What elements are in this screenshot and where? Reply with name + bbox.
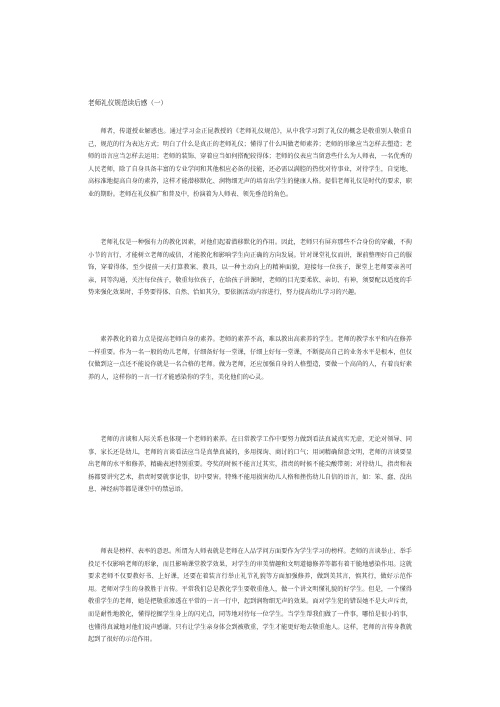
document-title: 老师礼仪规范读后感（一） xyxy=(88,99,168,107)
paragraph-1: 师者，传道授业解惑也。通过学习金正昆教授的《老师礼仪规范》，从中我学习到了礼仪的概念是敬重别人敬重自己，规范的行为表达方式；明白了什么是真正的老师礼仪；懂得了什么叫做老师素养；老师的形象应当怎样去塑造；老师的语言应当怎样去运用；老师的装饰、穿着应当如何搭配较得体；老师的仪表应当留意些什么为人师表，一名优秀的人民老师，除了自身具备丰富的专业学问和其他相应必备的技能，还必需以满腔的热忱对待事业，对待学生，自觉地、高标准地提高自身的素养，这样才能潜移默化、润物细无声的培育出学生的健康人格。提倡老师礼仪是时代的要求，职业的期盼。老师在礼仪推广和普及中，扮演着为人师表、领先垂范的角色。 xyxy=(88,128,412,198)
paragraph-3: 素养教化的着力点是提高老师自身的素养。老师的素养不高，难以教出高素养的学生。老师的教学水平和内在修养一样重要。作为一名一般的幼儿老师，仔细备好每一堂课，仔细上好每一堂课，不断提高自己的业务水平是根本，但仅仅做到这一点还不能说你就是一名合格的老师。做为老师，还应加强自身的人格塑造，要做一个高尚的人，有着良好素养的人，这样你的一言一行才能感染你的学生，美化他们的心灵。 xyxy=(88,336,412,381)
paragraph-2: 老师礼仪是一种强有力的教化因素，对他们起着潜移默化的作用。因此，老师只有屏弃那些不合身份的穿戴，不拘小节的言行，才能树立老师的威信，才能教化和影响学生向正确的方向发展。针对课堂礼仪而讲，课前整理好自己的服饰，穿着得体，至少提前一天打算教案、教具，以一种主动向上的精神面貌，迎接每一位孩子，课堂上老师要亲善可亲，同等沟通，关注每位孩子，敬重每位孩子，在给孩子讲课时，老师的目光要柔软、亲切、有神，须要配以适度的手势来强化效果时，手势要得体、自然、恰如其分，要依据活动内容进行，努力提高幼儿学习的兴趣。 xyxy=(88,239,412,297)
paragraph-4: 老师的言谈和人际关系也体现一个老师的素养。在日常教学工作中要努力做到看法真诚真实无虚，无论对领导、同事、家长还是幼儿，老师的言谈看法应当是真挚真诚的，多用探询、商讨的口气；用词精确留意文明，老师的言谈要显出老师的水平和修养，精确表述特别重要。夸奖的时候不能言过其实，指责的时候不能尖酸带刻；对待幼儿，指责和表扬都要讲究艺术，指责时要就事论事，切中要害。特殊不能用损害幼儿人格和挫伤幼儿自信的语言，如：笨、蠢、没出息、神经病等都是课堂中的禁忌语。 xyxy=(88,436,412,494)
paragraph-5: 师表是榜样、表率的意思。所谓为人师表就是老师在人品学问方面要作为学生学习的榜样。老师的言谈举止、举手投足不仅影响老师的形象，而且影响课堂教学效果，对学生的审美情趣和文明道德修养等都有着干脆地感染作用。这就要求老师不仅要教好书、上好课，还要在着装言行举止礼节礼貌等方面加强修养，做到美其言，慎其行，做好示范作用。老师对学生的身教胜于言传。平常我们总是教化学生要敬重他人，做一个讲文明懂礼貌的好学生。但是，一个懂得敬重学生的老师，她是把敬重渗透在平常的一言一行中，起到润物细无声的效果。面对学生犯的错误她不是大声斥责，而是耐性地教化，懂得挖掘学生身上的闪光点，同等地对待每一位学生。当学生帮我们做了一件事，哪怕是很小的事，也懂得真诚地对他们说声感谢。只有让学生亲身体会到被敬重，学生才能更好地去敬重他人。这样，老师的言传身教就起到了很好的示范作用。 xyxy=(88,548,412,644)
